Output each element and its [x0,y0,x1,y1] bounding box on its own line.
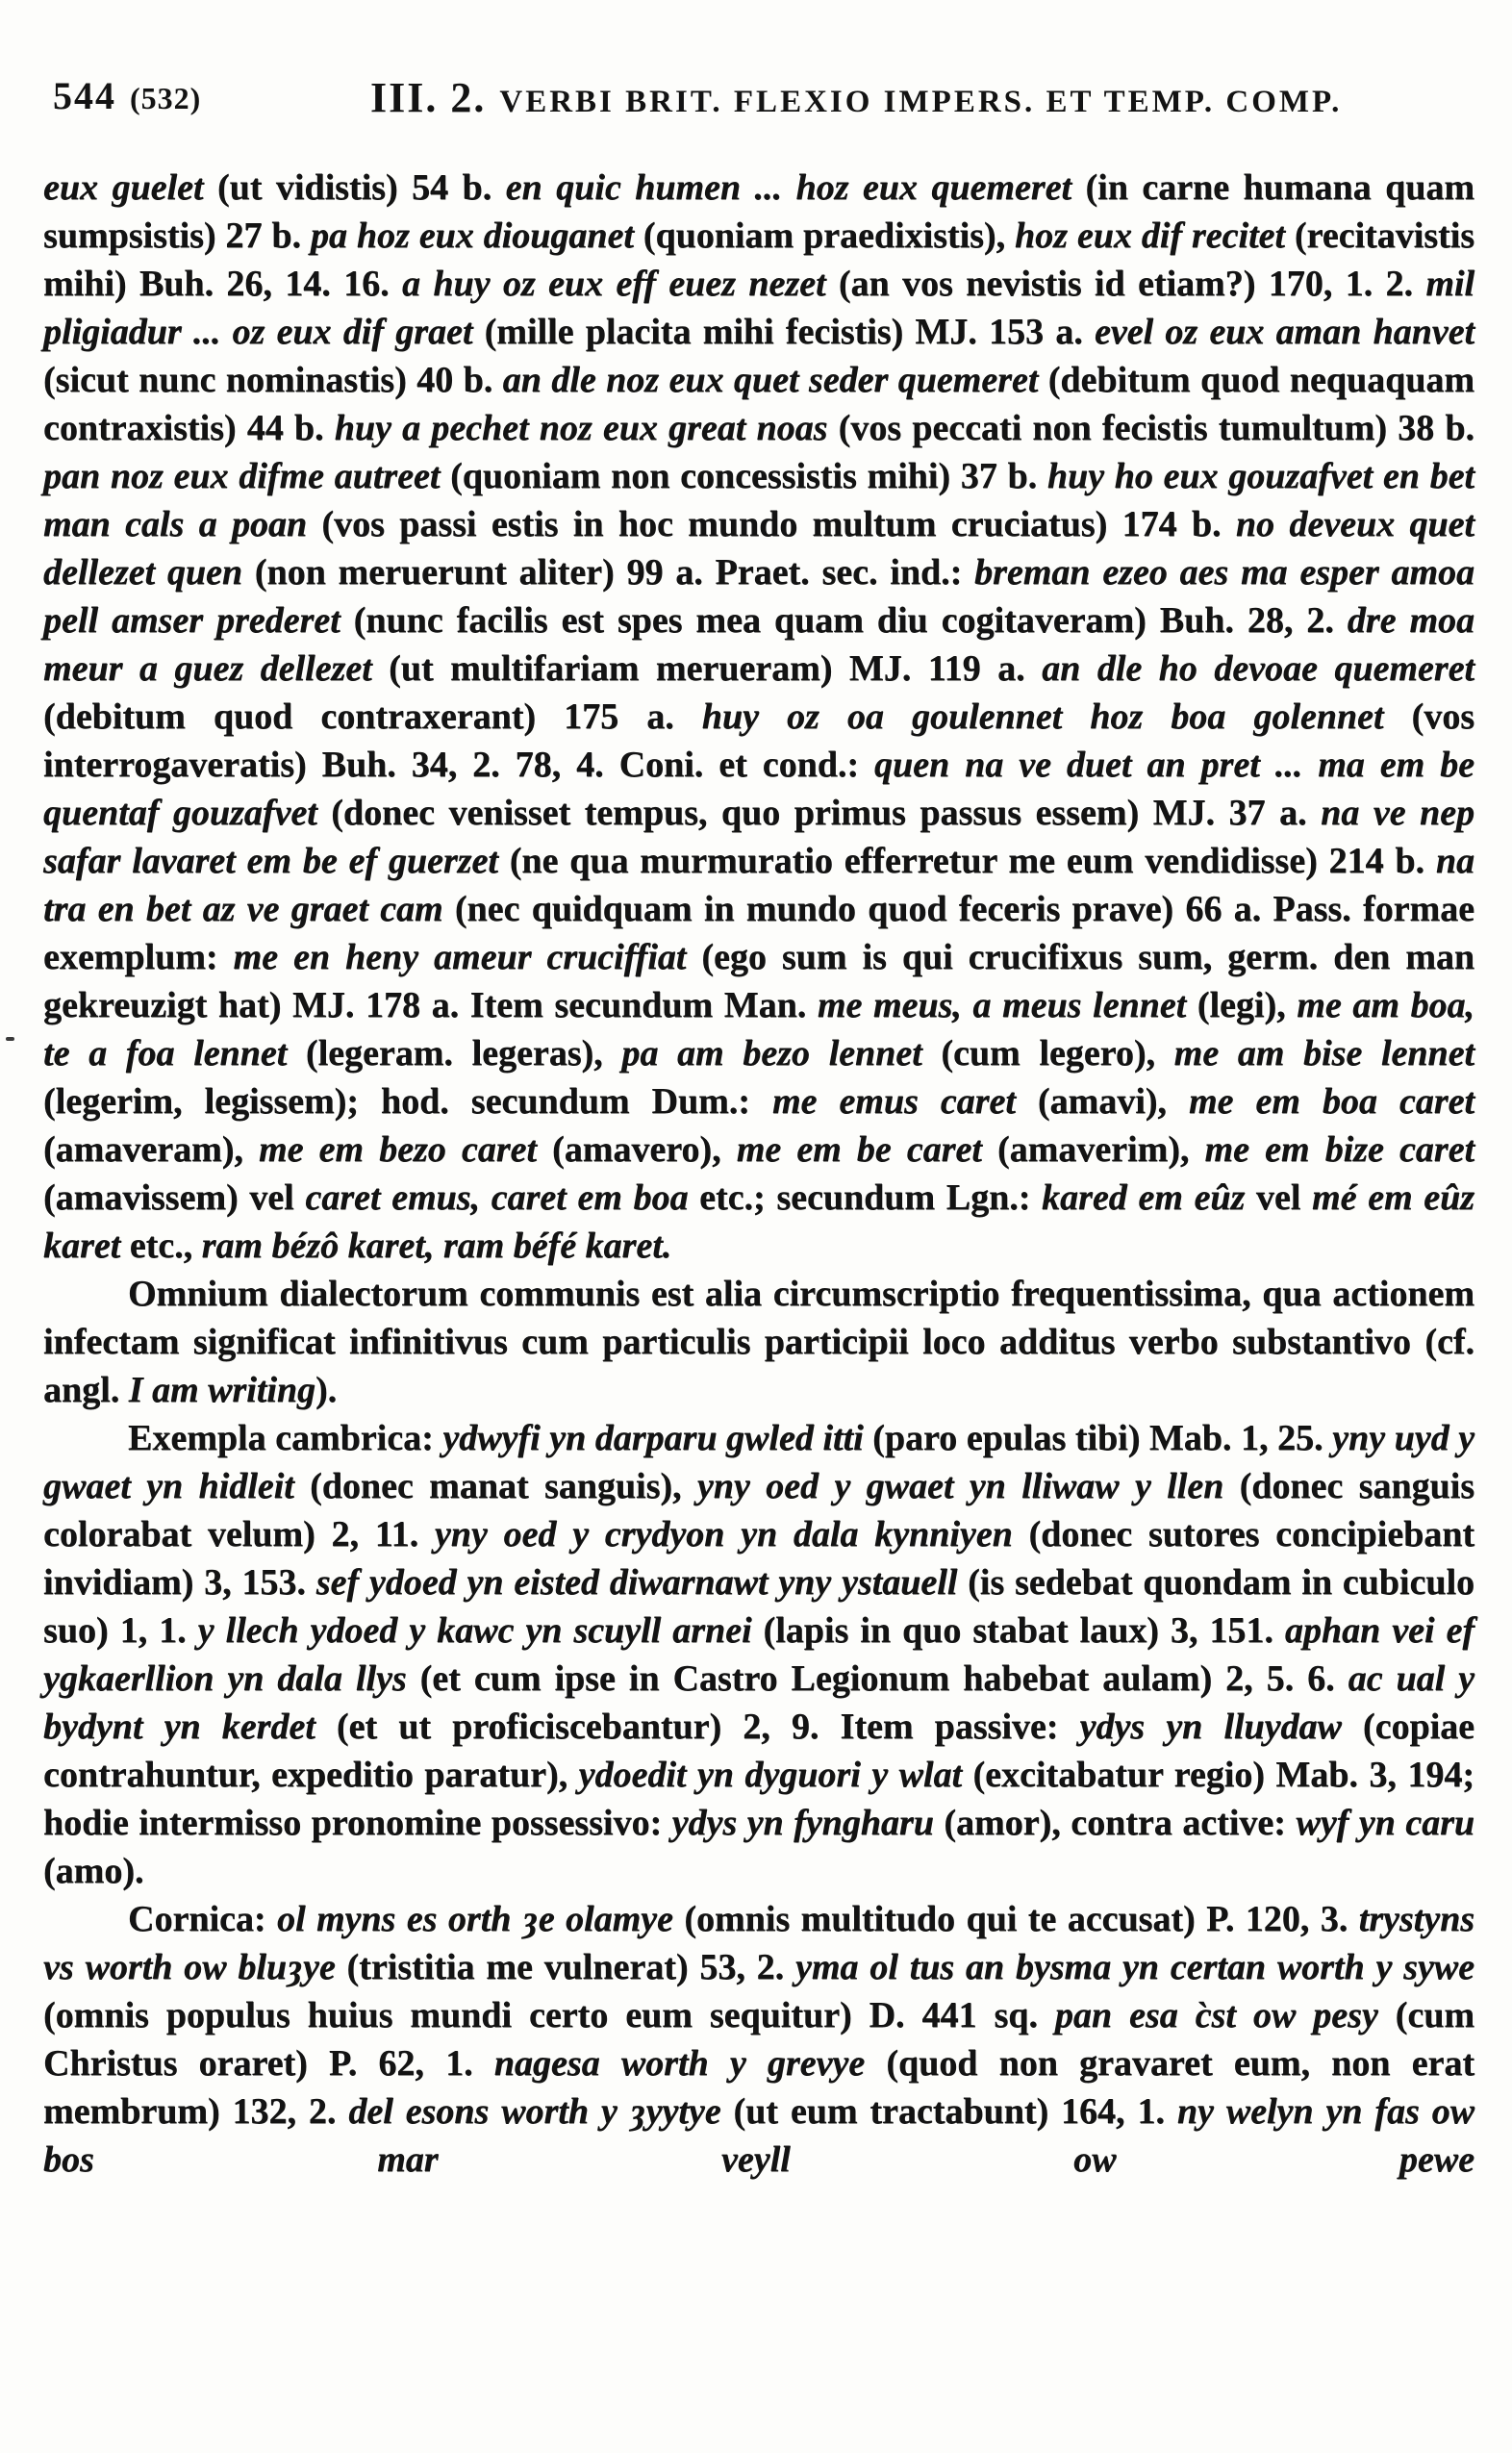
vernacular-phrase: trystyns vs worth ow bluȝye [43,1899,1474,1987]
latin-text: (cum legero), [921,1033,1174,1074]
vernacular-phrase: sef ydoed yn eisted diwarnawt yny ystauell [315,1562,958,1603]
latin-text: (donec sutores concipiebant invidiam) 3, 153. [43,1514,1474,1603]
vernacular-phrase: pan noz eux difme autreet [43,456,441,496]
section-number: III. 2. [370,74,487,121]
latin-text: (tristitia me vulnerat) 53, 2. [335,1947,795,1987]
latin-text: (amo). [43,1851,144,1891]
vernacular-phrase: en quic humen ... hoz eux quemeret [505,167,1071,208]
latin-text: (quod non gravaret eum, non erat membrum) 132, 2. [43,2043,1475,2132]
vernacular-phrase: na tra en bet az ve graet cam [43,841,1474,929]
paragraph-circumscriptio [43,1270,1474,1414]
page-header [53,73,1469,127]
running-title-text: VERBI BRIT. FLEXIO IMPERS. ET TEMP. COMP. [499,85,1343,119]
vernacular-phrase: ny welyn yn fas ow bos mar veyll ow pewe [43,2091,1474,2180]
vernacular-phrase: ac ual y bydynt yn kerdet [43,1658,1475,1747]
text-body [43,164,1474,2184]
vernacular-phrase: pa hoz eux diouganet [310,215,634,256]
vernacular-phrase: evel oz eux aman hanvet [1094,312,1475,352]
vernacular-phrase: dre moa meur a guez dellezet [43,600,1474,689]
vernacular-phrase: a huy oz eux eff euez nezet [402,264,826,304]
latin-text: (amor), contra active: [933,1803,1297,1843]
latin-text: (vos passi estis in hoc mundo multum cruciatus) 174 b. [307,504,1236,544]
vernacular-phrase: yny uyd y gwaet yn hidleit [43,1418,1475,1506]
vernacular-phrase: eux guelet [43,167,204,208]
vernacular-phrase: wyf yn caru [1296,1803,1475,1843]
vernacular-phrase: an dle ho devoae quemeret [1042,648,1474,689]
vernacular-phrase: an dle noz eux quet seder quemeret [502,360,1039,400]
vernacular-phrase: aphan vei ef ygkaerllion yn dala llys [43,1610,1475,1699]
paragraph-breton-continuation [43,164,1474,1270]
latin-text: (amaveram), [43,1129,259,1170]
vernacular-phrase: me am boa, te a foa lennet [43,985,1474,1074]
vernacular-phrase: yny oed y crydyon yn dala kynniyen [434,1514,1013,1555]
latin-text: (excitabatur regio) Mab. 3, 194; hodie intermisso pronomine possessivo: [43,1755,1474,1843]
vernacular-phrase: hoz eux dif recitet [1014,215,1285,256]
vernacular-phrase: huy ho eux gouzafvet en bet man cals a poan [43,456,1474,544]
latin-text: (et cum ipse in Castro Legionum habebat aulam) 2, 5. 6. [406,1658,1348,1699]
vernacular-phrase: kared em eûz [1042,1177,1246,1218]
latin-text: (amavi), [1015,1081,1189,1122]
vernacular-phrase: ydys yn lluydaw [1079,1707,1342,1747]
latin-text: Exempla cambrica: [128,1418,443,1458]
latin-text: (nunc facilis est spes mea quam diu cogitaveram) Buh. 28, 2. [340,600,1348,641]
latin-text: (ego sum is qui crucifixus sum, germ. den man gekreuzigt hat) MJ. 178 a. Item secundum Man. [43,937,1475,1025]
vernacular-phrase: ol myns es orth ȝe olamye [276,1899,673,1939]
latin-text: (amavero), [536,1129,737,1170]
latin-text: (debitum quod nequaquam contraxistis) 44 b. [43,360,1474,448]
latin-text: (recitavistis mihi) Buh. 26, 14. 16. [43,215,1475,304]
vernacular-phrase: me en heny ameur cruciffiat [233,937,687,977]
latin-text: (omnis multitudo qui te accusat) P. 120, 3. [672,1899,1359,1939]
latin-text: (amavissem) vel [43,1177,306,1218]
latin-text: vel [1245,1177,1312,1218]
latin-text: (legerim, legissem); hod. secundum Dum.: [43,1081,772,1122]
latin-text: (ut multifariam merueram) MJ. 119 a. [371,648,1043,689]
latin-text: (ut vidistis) 54 b. [203,167,506,208]
latin-text: (debitum quod contraxerant) 175 a. [43,696,702,737]
vernacular-phrase: ydoedit yn dyguori y wlat [578,1755,963,1795]
latin-text: etc.; secundum Lgn.: [688,1177,1043,1218]
latin-text: (ut eum tractabunt) 164, 1. [720,2091,1177,2132]
latin-text: (legi), [1186,985,1298,1025]
vernacular-phrase: me am bise lennet [1173,1033,1474,1074]
paragraph-exempla-cambrica [43,1414,1474,1895]
vernacular-phrase: y llech ydoed y kawc yn scuyll arnei [197,1610,752,1651]
vernacular-phrase: na ve nep safar lavaret em be ef guerzet [43,793,1474,881]
latin-text: (legeram. legeras), [287,1033,622,1074]
vernacular-phrase: pa am bezo lennet [621,1033,922,1074]
latin-text: (mille placita mihi fecistis) MJ. 153 a. [472,312,1095,352]
latin-text: (copiae contrahuntur, expeditio paratur), [43,1707,1475,1795]
latin-text: (nec quidquam in mundo quod feceris prave) 66 a. Pass. formae exemplum: [43,889,1474,977]
latin-text: ). [315,1370,338,1410]
vernacular-phrase: del esons worth y ȝyytye [348,2091,721,2132]
vernacular-phrase: breman ezeo aes ma esper amoa pell amser prederet [43,552,1474,641]
vernacular-phrase: huy oz oa goulennet hoz boa golennet [701,696,1384,737]
latin-text: (quoniam non concessistis mihi) 37 b. [440,456,1047,496]
running-title [370,73,1342,122]
vernacular-phrase: mé em eûz karet [43,1177,1474,1266]
latin-text: Cornica: [128,1899,277,1939]
latin-text: (an vos nevistis id etiam?) 170, 1. 2. [825,264,1426,304]
latin-text: (amaverim), [981,1129,1205,1170]
latin-text: (cum Christus oraret) P. 62, 1. [43,1995,1474,2084]
latin-text: (donec venisset tempus, quo primus passus essem) MJ. 37 a. [316,793,1322,833]
vernacular-phrase: me em bize caret [1204,1129,1474,1170]
vernacular-phrase: nagesa worth y grevye [493,2043,866,2084]
latin-text: (vos peccati non fecistis tumultum) 38 b. [827,408,1474,448]
latin-text: (omnis populus huius mundi certo eum sequitur) D. 441 sq. [43,1995,1055,2036]
latin-text: etc., [120,1226,202,1266]
latin-text: (donec sanguis colorabat velum) 2, 11. [43,1466,1475,1555]
latin-text: (et ut proficiscebantur) 2, 9. Item passive: [315,1707,1080,1747]
latin-text: (lapis in quo stabat laux) 3, 151. [751,1610,1285,1651]
scan-artifact [6,1037,14,1041]
vernacular-phrase: ydys yn fyngharu [671,1803,934,1843]
vernacular-phrase: yny oed y gwaet yn lliwaw y llen [696,1466,1224,1506]
vernacular-phrase: me em be caret [736,1129,982,1170]
page-number: 544 [53,74,116,117]
vernacular-phrase: quen na ve duet an pret ... ma em be quentaf gouzafvet [43,745,1474,833]
latin-text: (paro epulas tibi) Mab. 1, 25. [863,1418,1333,1458]
vernacular-phrase: me em bezo caret [258,1129,537,1170]
vernacular-phrase: mil pligiadur ... oz eux dif graet [43,264,1474,352]
latin-text: (vos interrogaveratis) Buh. 34, 2. 78, 4. Coni. et cond.: [43,696,1474,785]
vernacular-phrase: ydwyfi yn darparu gwled itti [442,1418,864,1458]
page-number-secondary: (532) [130,81,202,115]
vernacular-phrase: huy a pechet noz eux great noas [334,408,828,448]
vernacular-phrase: me emus caret [771,1081,1016,1122]
vernacular-phrase: yma ol tus an bysma yn certan worth y sywe [794,1947,1474,1987]
vernacular-phrase: me em boa caret [1188,1081,1474,1122]
vernacular-phrase: me meus, a meus lennet [817,985,1187,1025]
vernacular-phrase: pan esa c̀st ow pesy [1054,1995,1378,2036]
vernacular-phrase: I am writing [128,1370,315,1410]
latin-text: (in carne humana quam sumpsistis) 27 b. [43,167,1474,256]
vernacular-phrase: caret emus, caret em boa [305,1177,689,1218]
latin-text: Omnium dialectorum communis est alia circumscriptio frequentissima, qua actionem infectam significat infinitivus cum particulis participii loco additus verbo substantivo (cf. angl. [43,1274,1474,1410]
latin-text: (is sedebat quondam in cubiculo suo) 1, 1. [43,1562,1474,1651]
vernacular-phrase: ram bézô karet, ram béfé karet. [201,1226,672,1266]
paragraph-cornica [43,1895,1474,2184]
latin-text: (non meruerunt aliter) 99 a. Praet. sec. ind.: [242,552,975,593]
latin-text: (donec manat sanguis), [293,1466,697,1506]
vernacular-phrase: no deveux quet dellezet quen [43,504,1474,593]
latin-text: (quoniam praedixistis), [633,215,1015,256]
latin-text: (sicut nunc nominastis) 40 b. [43,360,503,400]
latin-text: (ne qua murmuratio efferretur me eum vendidisse) 214 b. [497,841,1436,881]
